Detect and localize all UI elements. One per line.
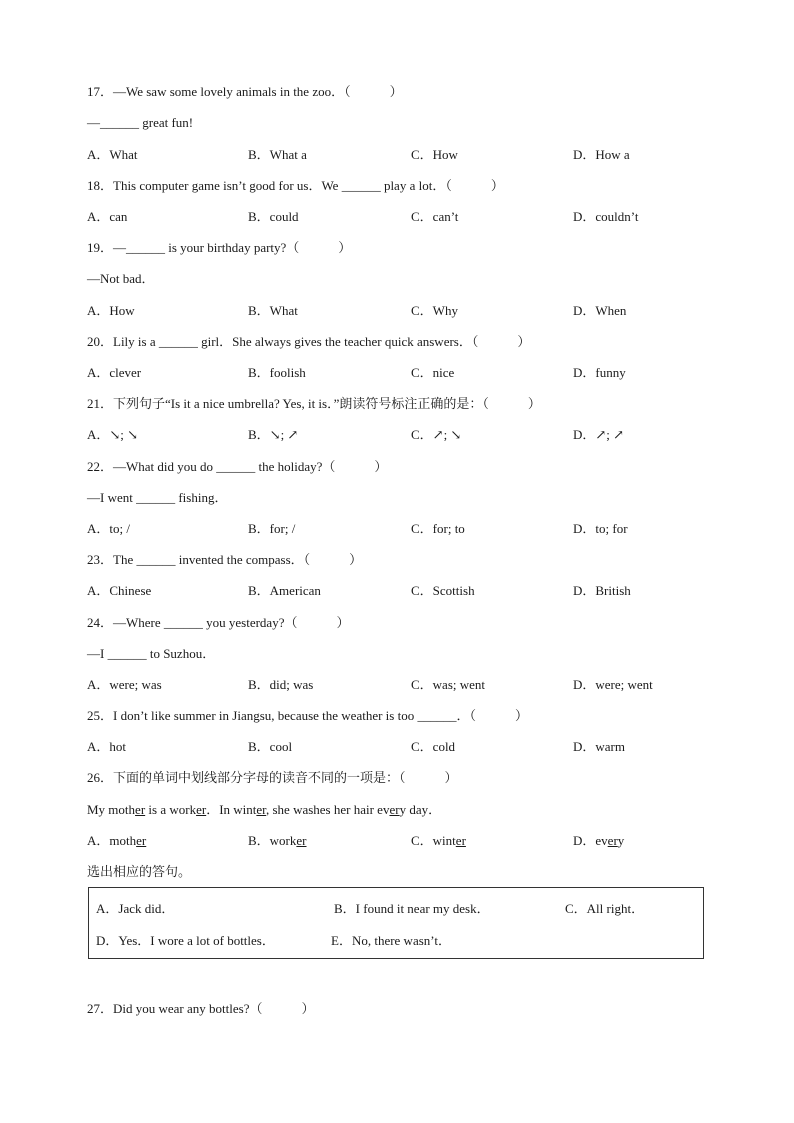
option-label: A． [87,833,110,848]
underlined-letters: er [607,833,618,848]
q21-option-d[interactable]: D．↗; ↗ [573,427,625,442]
underlined-letters: er [455,833,466,848]
sentence-part: , she washes her hair ev [265,802,390,817]
underlined-letters: er [296,833,307,848]
sentence-part: ．In wint [206,802,257,817]
answer-choice-a: A．Jack did． [96,901,175,916]
answer-choice-e: E．No, there wasn’t． [331,933,451,948]
sentence-part: y day． [399,802,442,817]
question-26-stem: 26．下面的单词中划线部分字母的读音不同的一项是：（ ） [87,770,458,785]
question-27-stem: 27．Did you wear any bottles?（ ） [87,1001,315,1016]
q25-option-a[interactable]: A．hot [87,739,127,754]
q19-option-c[interactable]: C．Why [411,303,458,318]
q18-option-c[interactable]: C．can’t [411,209,459,224]
underlined-letters: er [196,802,207,817]
q26-option-c[interactable] [411,833,466,849]
answer-choice-d: D．Yes．I wore a lot of bottles． [96,933,275,948]
q22-option-b[interactable]: B．for; / [248,521,296,536]
q21-option-c[interactable]: C．↗; ↘ [411,427,462,442]
q17-option-b[interactable]: B．What a [248,147,307,162]
q26-option-d[interactable] [573,833,624,849]
underlined-letters: er [135,802,146,817]
option-word-part: moth [109,833,137,848]
question-24-response: —I ______ to Suzhou． [87,646,216,661]
option-word-part: ev [595,833,608,848]
question-22-stem: 22．—What did you do ______ the holiday?（ ） [87,459,388,474]
q20-option-c[interactable]: C．nice [411,365,455,380]
answer-choices-box [88,887,704,959]
option-label: B． [248,833,270,848]
sentence-part: My moth [87,802,136,817]
answer-choice-c: C．All right． [565,901,645,916]
question-17-stem: 17．—We saw some lovely animals in the zoo．（ ） [87,84,403,99]
option-label: C． [411,833,433,848]
q24-option-a[interactable]: A．were; was [87,677,162,692]
q19-option-d[interactable]: D．When [573,303,627,318]
q25-option-c[interactable]: C．cold [411,739,456,754]
q21-option-a[interactable]: A．↘; ↘ [87,427,139,442]
question-18-stem: 18．This computer game isn’t good for us．We ______ play a lot．（ ） [87,178,504,193]
q26-option-a[interactable] [87,833,146,849]
q18-option-d[interactable]: D．couldn’t [573,209,639,224]
q23-option-d[interactable]: D．British [573,583,631,598]
q25-option-d[interactable]: D．warm [573,739,625,754]
question-21-stem: 21．下列句子“Is it a nice umbrella? Yes, it is．”朗读符号标注正确的是：（ ） [87,396,541,411]
answer-choice-b: B．I found it near my desk． [334,901,490,916]
q17-option-a[interactable]: A．What [87,147,138,162]
question-22-response: —I went ______ fishing． [87,490,228,505]
q17-option-c[interactable]: C．How [411,147,458,162]
underlined-letters: er [256,802,266,817]
q20-option-a[interactable]: A．clever [87,365,142,380]
option-label: D． [573,833,596,848]
question-20-stem: 20．Lily is a ______ girl．She always gives the teacher quick answers．（ ） [87,334,531,349]
q23-option-a[interactable]: A．Chinese [87,583,152,598]
question-26-sentence [87,802,441,818]
q24-option-c[interactable]: C．was; went [411,677,486,692]
q24-option-b[interactable]: B．did; was [248,677,314,692]
underlined-letters: er [389,802,400,817]
question-25-stem: 25．I don’t like summer in Jiangsu, because the weather is too ______．（ ） [87,708,528,723]
sentence-part: is a work [145,802,197,817]
q18-option-b[interactable]: B．could [248,209,299,224]
q19-option-b[interactable]: B．What [248,303,298,318]
q24-option-d[interactable]: D．were; went [573,677,653,692]
q22-option-c[interactable]: C．for; to [411,521,465,536]
q22-option-a[interactable]: A．to; / [87,521,130,536]
option-word-part: y [617,833,625,848]
option-word-part: wint [432,833,456,848]
q19-option-a[interactable]: A．How [87,303,135,318]
question-19-response: —Not bad． [87,271,155,286]
q25-option-b[interactable]: B．cool [248,739,293,754]
q22-option-d[interactable]: D．to; for [573,521,628,536]
question-23-stem: 23．The ______ invented the compass．（ ） [87,552,363,567]
q18-option-a[interactable]: A．can [87,209,128,224]
q21-option-b[interactable]: B．↘; ↗ [248,427,299,442]
question-19-stem: 19．—______ is your birthday party?（ ） [87,240,352,255]
underlined-letters: er [136,833,147,848]
option-word-part: work [269,833,297,848]
q23-option-c[interactable]: C．Scottish [411,583,475,598]
question-24-stem: 24．—Where ______ you yesterday?（ ） [87,615,350,630]
q17-option-d[interactable]: D．How a [573,147,630,162]
question-17-response: —______ great fun! [87,115,194,130]
q26-option-b[interactable] [248,833,307,849]
q23-option-b[interactable]: B．American [248,583,321,598]
q20-option-b[interactable]: B．foolish [248,365,306,380]
q20-option-d[interactable]: D．funny [573,365,626,380]
section-title: 选出相应的答句。 [87,864,192,879]
